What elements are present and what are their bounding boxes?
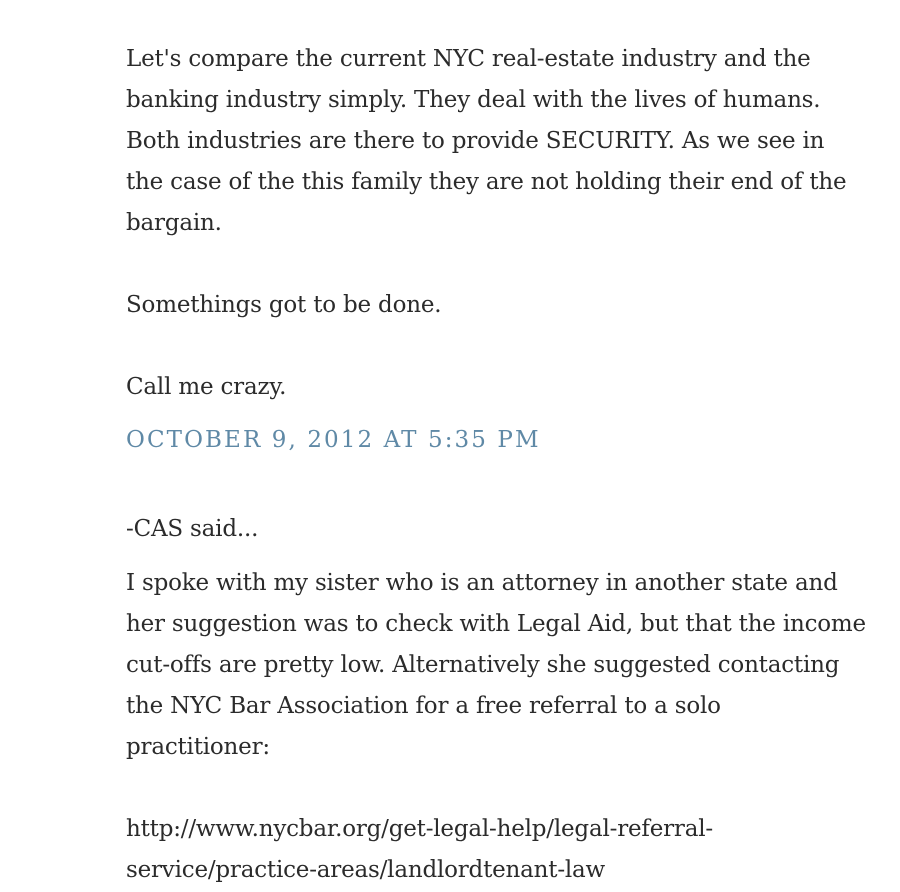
comment-line: cut-offs are pretty low. Alternatively she suggested contacting	[126, 652, 840, 678]
comment-line: bargain.	[126, 210, 222, 236]
comment-line: practitioner:	[126, 734, 270, 760]
comment-author: -CAS said...	[126, 516, 259, 542]
comment-line: the NYC Bar Association for a free referral to a solo	[126, 693, 721, 719]
comment-line: Let's compare the current NYC real-estate industry and the	[126, 46, 811, 72]
comment-line: Both industries are there to provide SECURITY. As we see in	[126, 128, 825, 154]
comment-paragraph	[126, 39, 866, 244]
comment-url-text	[126, 809, 866, 891]
comment-line: I spoke with my sister who is an attorney in another state and	[126, 570, 838, 596]
comment-timestamp-link[interactable]: OCTOBER 9, 2012 AT 5:35 PM	[126, 427, 541, 453]
comment-line: the case of the this family they are not holding their end of the	[126, 169, 847, 195]
comment-line: Somethings got to be done.	[126, 292, 442, 318]
comment-line: service/practice-areas/landlordtenant-law	[126, 857, 606, 883]
comment-line: Call me crazy.	[126, 374, 287, 400]
comment-line: her suggestion was to check with Legal Aid, but that the income	[126, 611, 866, 637]
comment-body	[126, 39, 866, 408]
comment-paragraph	[126, 367, 866, 408]
comment-body	[126, 563, 866, 891]
comment-line: banking industry simply. They deal with the lives of humans.	[126, 87, 821, 113]
comment-line: http://www.nycbar.org/get-legal-help/legal-referral-	[126, 816, 713, 842]
comment-paragraph	[126, 563, 866, 768]
comment-paragraph	[126, 285, 866, 326]
